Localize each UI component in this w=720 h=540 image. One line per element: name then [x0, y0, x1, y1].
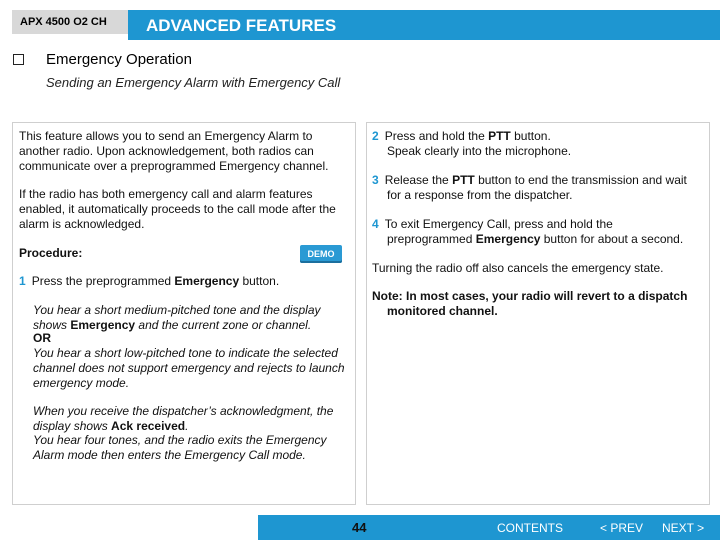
intro-paragraph-2: If the radio has both emergency call and alarm features enabled, it automatically proceeds to the call mode after the alarm is acknowledged. [19, 187, 336, 231]
footer-bar [258, 515, 720, 540]
step-text-end: button. [510, 129, 551, 143]
step-text: Press and hold the [384, 129, 489, 143]
turn-off-note: Turning the radio off also cancels the emergency state. [372, 261, 664, 275]
note-text: Note: In most cases, your radio will revert to a dispatch monitored channel. [372, 289, 688, 318]
step-text: Release the [384, 173, 453, 187]
step-1-result-b: You hear a short low-pitched tone to indicate the selected channel does not support emergency and rejects to launch emergency mode. [33, 346, 345, 390]
ptt-bold: PTT [488, 129, 511, 143]
prev-link[interactable]: < PREV [600, 521, 644, 535]
ack-text-end: . [185, 419, 189, 433]
note [372, 289, 697, 319]
step-4 [372, 217, 697, 247]
ack-detail [33, 404, 338, 434]
step-3 [372, 173, 697, 203]
step-2 [372, 129, 702, 159]
emergency-bold: Emergency [174, 274, 240, 288]
step-2-line-2: Speak clearly into the microphone. [387, 144, 572, 158]
section-title: Emergency Operation [46, 51, 192, 68]
step-text: Press the preprogrammed [31, 274, 175, 288]
result-text-end: and the current zone or channel. [135, 318, 312, 332]
step-number: 3 [372, 173, 379, 187]
page-number: 44 [352, 520, 367, 535]
step-number: 4 [372, 217, 379, 231]
step-text-end: button for about a second. [540, 232, 684, 246]
model-label: APX 4500 O2 CH [12, 10, 128, 34]
step-text-end: button to end the transmission and wait for a response from the dispatcher. [387, 173, 687, 202]
or-label: OR [33, 331, 51, 345]
contents-link[interactable]: CONTENTS [497, 521, 563, 535]
ptt-bold: PTT [452, 173, 475, 187]
procedure-label: Procedure: [19, 246, 83, 260]
ack-received-bold: Ack received [111, 419, 186, 433]
step-text-end: button. [239, 274, 280, 288]
intro-paragraph-1: This feature allows you to send an Emergency Alarm to another radio. Upon acknowledgement, both radios can communicate over a preprogrammed Emergency channel. [19, 129, 329, 173]
step-number: 1 [19, 274, 26, 288]
demo-button[interactable]: DEMO [300, 245, 342, 263]
step-1 [19, 274, 349, 289]
step-text: To exit Emergency Call, press and hold the preprogrammed [384, 217, 613, 246]
emergency-bold: Emergency [70, 318, 136, 332]
ack-text: When you receive the dispatcher’s acknowledgment, the display shows [33, 404, 334, 433]
step-1-result-a [33, 303, 338, 333]
page-title: ADVANCED FEATURES [146, 16, 337, 35]
checkbox-bullet-icon [13, 54, 24, 65]
ack-detail-2: You hear four tones, and the radio exits the Emergency Alarm mode then enters the Emergency Call mode. [33, 433, 327, 462]
next-link[interactable]: NEXT > [662, 521, 705, 535]
section-subtitle: Sending an Emergency Alarm with Emergency Call [46, 75, 341, 90]
emergency-bold: Emergency [475, 232, 541, 246]
result-text: You hear a short medium-pitched tone and the display shows [33, 303, 321, 332]
step-number: 2 [372, 129, 379, 143]
